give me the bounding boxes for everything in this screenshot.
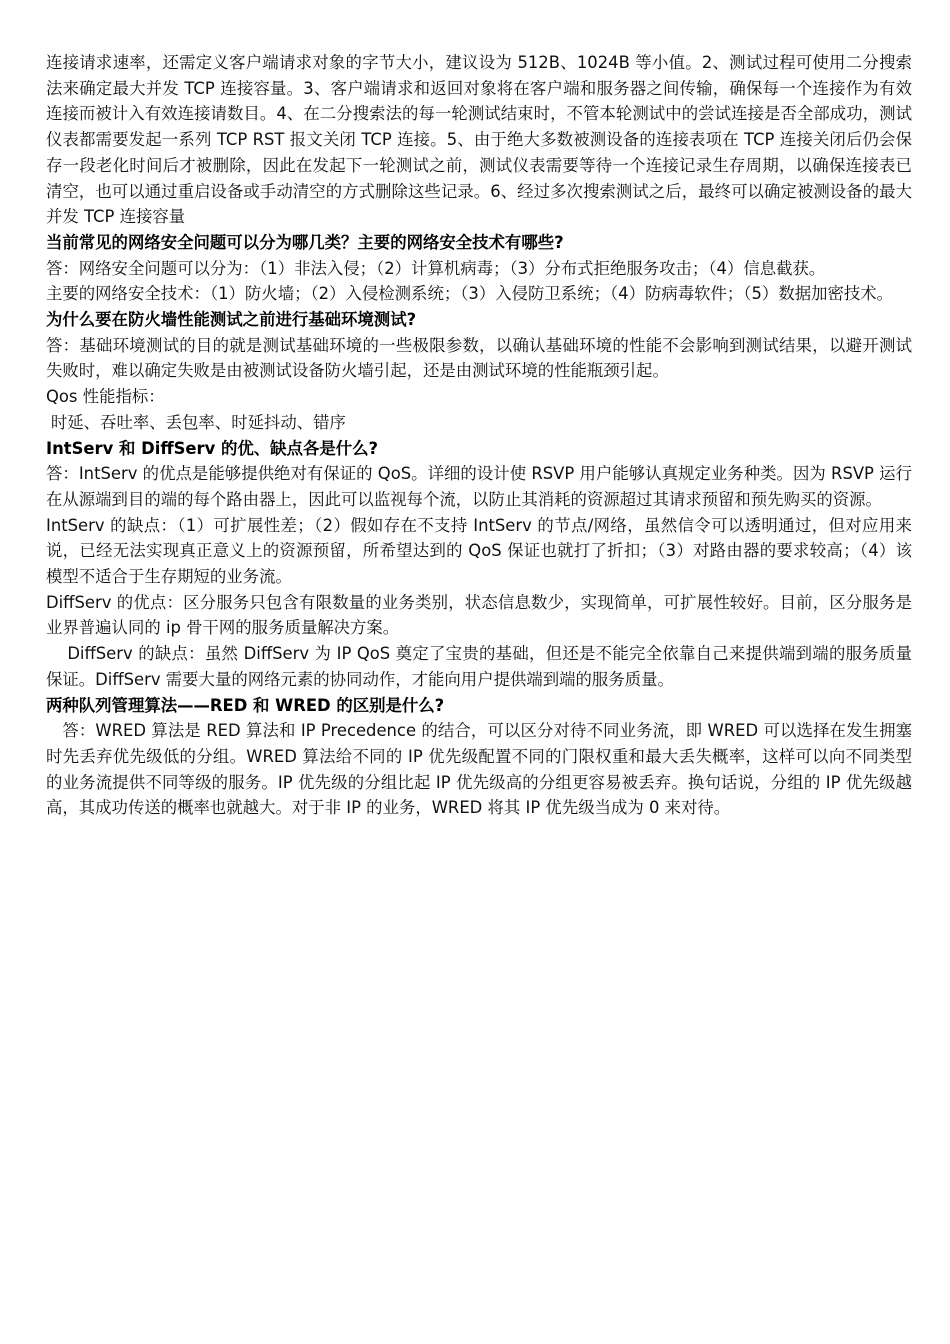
paragraph-intserv-cons: IntServ 的缺点：（1）可扩展性差；（2）假如存在不支持 IntServ 的节点/网络，虽然信令可以透明通过，但对应用来说，已经无法实现真正意义上的资源预留，所希望达到的 QoS 保证也就打了折扣；（3）对路由器的要求较高；（4）该模型不适合于生存期短的业务流。 [46, 515, 912, 587]
paragraph-security-technologies: 主要的网络安全技术：（1）防火墙；（2）入侵检测系统；（3）入侵防卫系统；（4）防病毒软件；（5）数据加密技术。 [46, 284, 894, 304]
paragraph-intserv-pros: 答：IntServ 的优点是能够提供绝对有保证的 QoS。详细的设计使 RSVP 用户能够认真规定业务种类。因为 RSVP 运行在从源端到目的端的每个路由器上，因此可以监视每个流，以防止其消耗的资源超过其请求预留和预先购买的资源。 [46, 464, 912, 509]
paragraph-baseline-test-answer: 答：基础环境测试的目的就是测试基础环境的一些极限参数，以确认基础环境的性能不会影响到测试结果，以避开测试失败时，难以确定失败是由被测试设备防火墙引起，还是由测试环境的性能瓶颈引起。 [46, 335, 912, 381]
paragraph-diffserv-cons: DiffServ 的缺点：虽然 DiffServ 为 IP QoS 奠定了宝贵的基础，但还是不能完全依靠自己来提供端到端的服务质量保证。DiffServ 需要大量的网络元素的协同动作，才能向用户提供端到端的服务质量。 [46, 644, 912, 689]
heading-security-issues: 当前常见的网络安全问题可以分为哪几类？主要的网络安全技术有哪些? [46, 232, 564, 252]
paragraph-diffserv-pros: DiffServ 的优点：区分服务只包含有限数量的业务类别，状态信息数少，实现简单，可扩展性较好。目前，区分服务是业界普遍认同的 ip 骨干网的服务质量解决方案。 [46, 592, 912, 638]
paragraph-security-issues-answer: 答：网络安全问题可以分为：（1）非法入侵；（2）计算机病毒；（3）分布式拒绝服务攻击；（4）信息截获。 [46, 258, 826, 278]
paragraph-tcp-test-steps: 连接请求速率，还需定义客户端请求对象的字节大小，建议设为 512B、1024B 等小值。2、测试过程可使用二分搜索法来确定最大并发 TCP 连接容量。3、客户端请求和返回对象将在客户端和服务器之间传输，确保每一个连接作为有效连接而被计入有效连接请数目。4、在二分搜索法的每一轮测试结束时，不管本轮测试中的尝试连接是否全部成功，测试仪表都需要发起一系列 TCP RST 报文关闭 TCP 连接。5、由于绝大多数被测设备的连接表项在 TCP 连接关闭后仍会保存一段老化时间后才被删除，因此在发起下一轮测试之前，测试仪表需要等待一个连接记录生存周期，以确保连接表已清空，也可以通过重启设备或手动清空的方式删除这些记录。6、经过多次搜索测试之后，最终可以确定被测设备的最大并发 TCP 连接容量 [46, 53, 912, 227]
paragraph-qos-metrics-list: 时延、吞吐率、丢包率、时延抖动、错序 [50, 412, 346, 432]
heading-intserv-diffserv: IntServ 和 DiffServ 的优、缺点各是什么? [46, 438, 379, 458]
paragraph-qos-metrics-label: Qos 性能指标： [46, 387, 165, 407]
heading-baseline-test: 为什么要在防火墙性能测试之前进行基础环境测试? [46, 310, 417, 330]
heading-red-wred: 两种队列管理算法——RED 和 WRED 的区别是什么? [46, 695, 445, 715]
paragraph-red-wred-answer: 答：WRED 算法是 RED 算法和 IP Precedence 的结合，可以区分对待不同业务流，即 WRED 可以选择在发生拥塞时先丢弃优先级低的分组。WRED 算法给不同的 IP 优先级配置不同的门限权重和最大丢失概率，这样可以向不同类型的业务流提供不同等级的服务。IP 优先级的分组比起 IP 优先级高的分组更容易被丢弃。换句话说，分组的 IP 优先级越高，其成功传送的概率也就越大。对于非 IP 的业务，WRED 将其 IP 优先级当成为 0 来对待。 [46, 721, 912, 818]
